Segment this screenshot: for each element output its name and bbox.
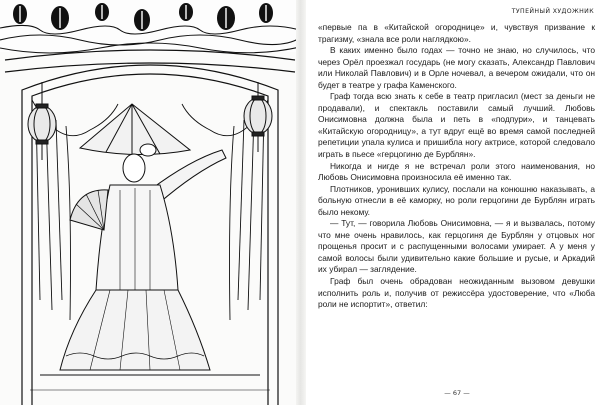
book-gutter	[296, 0, 306, 405]
paragraph: В каких именно было годах — точно не знаю, но случилось, что через Орёл проезжал государь (не могу сказать, Александр Павлович или Николай Павлович) и в Орле ночевал, а вечером ожидали, что он будет в театре у графа Каменского.	[318, 45, 595, 90]
stage-illustration	[0, 0, 300, 405]
figure-woman	[30, 104, 270, 390]
paragraph: Плотников, уронивших кулису, послали на конюшню наказывать, а больную отнесли в её каморку, но роли герцогини де Бурблян играть было некому.	[318, 183, 595, 217]
paragraph: Граф тогда всю знать к себе в театр пригласил (мест за деньги не продавали), и спектакль поставили самый лучший. Любовь Онисимовна должна была и петь в «подпури», и танцевать «Китайскую огородницу», а тут вдруг ещё во время самой последней репетиции упала кулиса и пришибла ногу актрисе, которой следовало играть в пьесе «герцогиню де Бурблян».	[318, 91, 595, 160]
page-number-wrapper	[306, 389, 608, 397]
paragraph: «первые па в «Китайской огороднице» и, чувствуя призвание к трагизму, «знала все роли наглядкою».	[318, 22, 595, 44]
running-head: ТУПЕЙНЫЙ ХУДОЖНИК	[511, 8, 594, 15]
paragraph: — Тут, — говорила Любовь Онисимовна, — я и вызвалась, потому что мне очень нравилось, как герцогиня де Бурблян у отцовых ног прощенья просит и с распущенными волосами умирает. А у меня у самой волосы были удивительно какие большие и русые, и Аркадий их убирал — заглядение.	[318, 218, 595, 275]
page-number: — 67 —	[444, 389, 470, 397]
paragraph: Никогда и нигде я не встречал роли этого наименования, но Любовь Онисимовна произносила её именно так.	[318, 160, 595, 183]
page-body	[318, 22, 595, 311]
paragraph: Граф был очень обрадован неожиданным вызовом девушки исполнить роль и, получив от режиссёра удостоверение, что «Люба роли не испортит», ответил:	[318, 276, 595, 310]
ornament-border	[0, 0, 300, 53]
illustration-page	[0, 0, 300, 405]
text-page	[306, 0, 608, 405]
